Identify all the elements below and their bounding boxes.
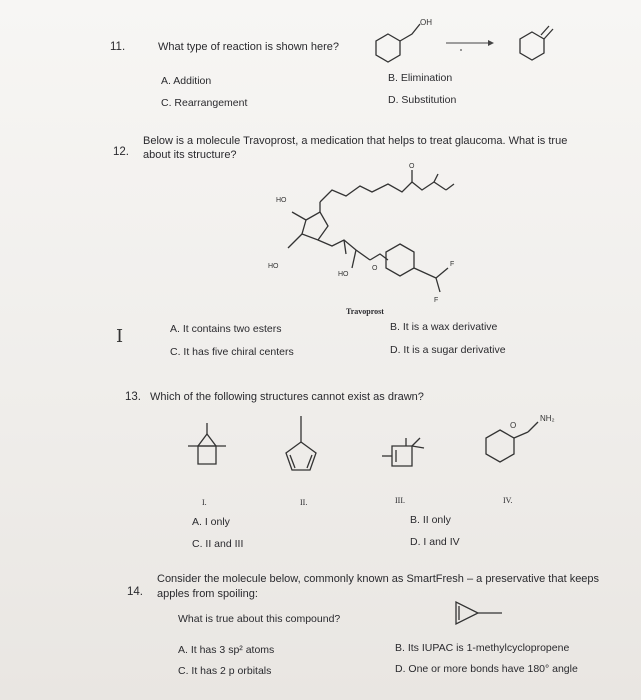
q12-number: 12. <box>113 146 129 158</box>
structure-label-3: III. <box>395 496 405 505</box>
ch2-oh-chain <box>400 24 420 41</box>
q14-choice-c[interactable]: C. It has 2 p orbitals <box>178 665 272 677</box>
q14-number: 14. <box>127 586 143 598</box>
q11-choice-b[interactable]: B. Elimination <box>388 72 453 84</box>
structure-label-2: II. <box>300 498 308 507</box>
travoprost-caption: Travoprost <box>346 307 384 316</box>
q11-choice-d[interactable]: D. Substitution <box>388 94 457 106</box>
methylcyclopropene-structure <box>448 598 508 628</box>
q13-choice-a[interactable]: A. I only <box>192 516 230 528</box>
q13-choice-d[interactable]: D. I and IV <box>410 536 460 548</box>
q11-text: What type of reaction is shown here? <box>158 41 339 53</box>
q14-text-line1: Consider the molecule below, commonly known as SmartFresh – a preservative that keeps <box>157 573 600 585</box>
ho-label-3: HO <box>338 271 349 278</box>
q13-choice-c[interactable]: C. II and III <box>192 538 244 550</box>
q11-choice-c[interactable]: C. Rearrangement <box>161 97 248 109</box>
oh-label: OH <box>420 18 432 27</box>
q11-number: 11. <box>110 41 126 53</box>
q14-text-line2: apples from spoiling: <box>157 588 258 600</box>
q11-choice-a[interactable]: A. Addition <box>161 75 212 87</box>
q12-text-line2: about its structure? <box>143 149 237 161</box>
arrow-dot <box>460 49 462 51</box>
q12-text-line1: Below is a molecule Travoprost, a medication that helps to treat glaucoma. What is true <box>143 135 568 147</box>
q12-choice-c[interactable]: C. It has five chiral centers <box>170 346 294 358</box>
q13-structures <box>170 408 580 488</box>
carbonyl-o-label: O <box>409 163 415 170</box>
q14-prompt: What is true about this compound? <box>178 613 341 625</box>
q14-choice-b[interactable]: B. Its IUPAC is 1-methylcyclopropene <box>395 642 570 654</box>
q13-number: 13. <box>125 391 141 403</box>
text-cursor-icon: I <box>116 326 124 347</box>
q12-choice-b[interactable]: B. It is a wax derivative <box>390 321 498 333</box>
cyclohexane-ring <box>376 34 400 62</box>
fluoro-label-1: F <box>450 261 455 268</box>
q14-choice-d[interactable]: D. One or more bonds have 180° angle <box>395 663 578 675</box>
ether-o-label: O <box>372 265 378 272</box>
ring-oxygen-label: O <box>510 421 517 430</box>
exocyclic-double-bond <box>541 26 549 35</box>
ho-label-1: HO <box>276 197 287 204</box>
q12-choice-d[interactable]: D. It is a sugar derivative <box>390 344 506 356</box>
structure-label-4: IV. <box>503 496 513 505</box>
ho-label-2: HO <box>268 263 279 270</box>
amine-label: NH₂ <box>540 414 555 423</box>
fluoro-label-2: F <box>434 297 439 304</box>
q14-choice-a[interactable]: A. It has 3 sp² atoms <box>178 644 275 656</box>
structure-label-1: I. <box>202 498 207 507</box>
q12-choice-a[interactable]: A. It contains two esters <box>170 323 282 335</box>
arrow-head <box>488 40 494 46</box>
product-ring <box>520 32 544 60</box>
q11-reaction-scheme <box>360 10 560 70</box>
travoprost-structure <box>262 160 472 310</box>
q13-choice-b[interactable]: B. II only <box>410 514 451 526</box>
q13-text: Which of the following structures cannot exist as drawn? <box>150 391 424 403</box>
